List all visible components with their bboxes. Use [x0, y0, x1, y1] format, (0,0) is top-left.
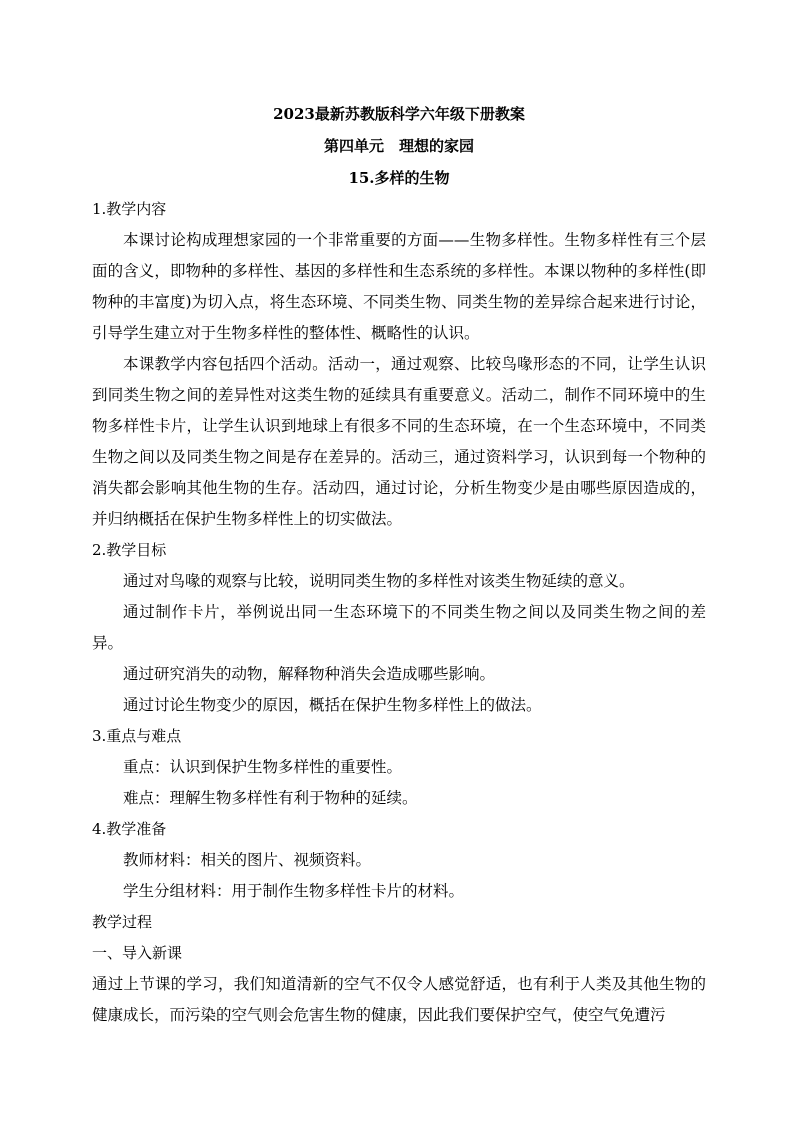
- intro-paragraph: 通过上节课的学习，我们知道清新的空气不仅令人感觉舒适，也有利于人类及其他生物的健康成长，而污染的空气则会危害生物的健康，因此我们要保护空气，使空气免遭污: [92, 975, 706, 1024]
- goal-2: 通过制作卡片，举例说出同一生态环境下的不同类生物之间以及同类生物之间的差异。: [92, 603, 706, 652]
- document-body: [92, 98, 706, 1031]
- teacher-materials: 教师材料：相关的图片、视频资料。: [123, 851, 372, 869]
- section-heading-process: 教学过程: [92, 913, 153, 931]
- key-point: 重点：认识到保护生物多样性的重要性。: [123, 758, 403, 776]
- section-heading-keypoints: 3.重点与难点: [92, 727, 182, 745]
- goal-1: 通过对鸟喙的观察与比较，说明同类生物的多样性对该类生物延续的意义。: [123, 572, 635, 590]
- content-paragraph-1: 本课讨论构成理想家园的一个非常重要的方面——生物多样性。生物多样性有三个层面的含义，即物种的多样性、基因的多样性和生态系统的多样性。本课以物种的多样性(即物种的丰富度)为切入点，将生态环境、不同类生物、同类生物的差异综合起来进行讨论，引导学生建立对于生物多样性的整体性、概略性的认识。: [92, 231, 706, 342]
- student-materials: 学生分组材料：用于制作生物多样性卡片的材料。: [123, 882, 465, 900]
- subsection-heading-intro: 一、导入新课: [92, 944, 183, 962]
- section-heading-goals: 2.教学目标: [92, 541, 167, 559]
- difficult-point: 难点：理解生物多样性有利于物种的延续。: [123, 789, 418, 807]
- section-heading-content: 1.教学内容: [92, 200, 167, 218]
- section-heading-prep: 4.教学准备: [92, 820, 167, 838]
- content-paragraph-2: 本课教学内容包括四个活动。活动一，通过观察、比较鸟喙形态的不同，让学生认识到同类生物之间的差异性对这类生物的延续具有重要意义。活动二，制作不同环境中的生物多样性卡片，让学生认识到地球上有很多不同的生态环境，在一个生态环境中，不同类生物之间以及同类生物之间是存在差异的。活动三，通过资料学习，认识到每一个物种的消失都会影响其他生物的生存。活动四，通过讨论，分析生物变少是由哪些原因造成的，并归纳概括在保护生物多样性上的切实做法。: [92, 355, 706, 528]
- document-title: 2023最新苏教版科学六年级下册教案: [273, 105, 525, 123]
- lesson-title: 15.多样的生物: [348, 169, 450, 187]
- goal-3: 通过研究消失的动物，解释物种消失会造成哪些影响。: [123, 665, 496, 683]
- unit-title: 第四单元 理想的家园: [323, 137, 474, 155]
- goal-4: 通过讨论生物变少的原因，概括在保护生物多样性上的做法。: [123, 696, 542, 714]
